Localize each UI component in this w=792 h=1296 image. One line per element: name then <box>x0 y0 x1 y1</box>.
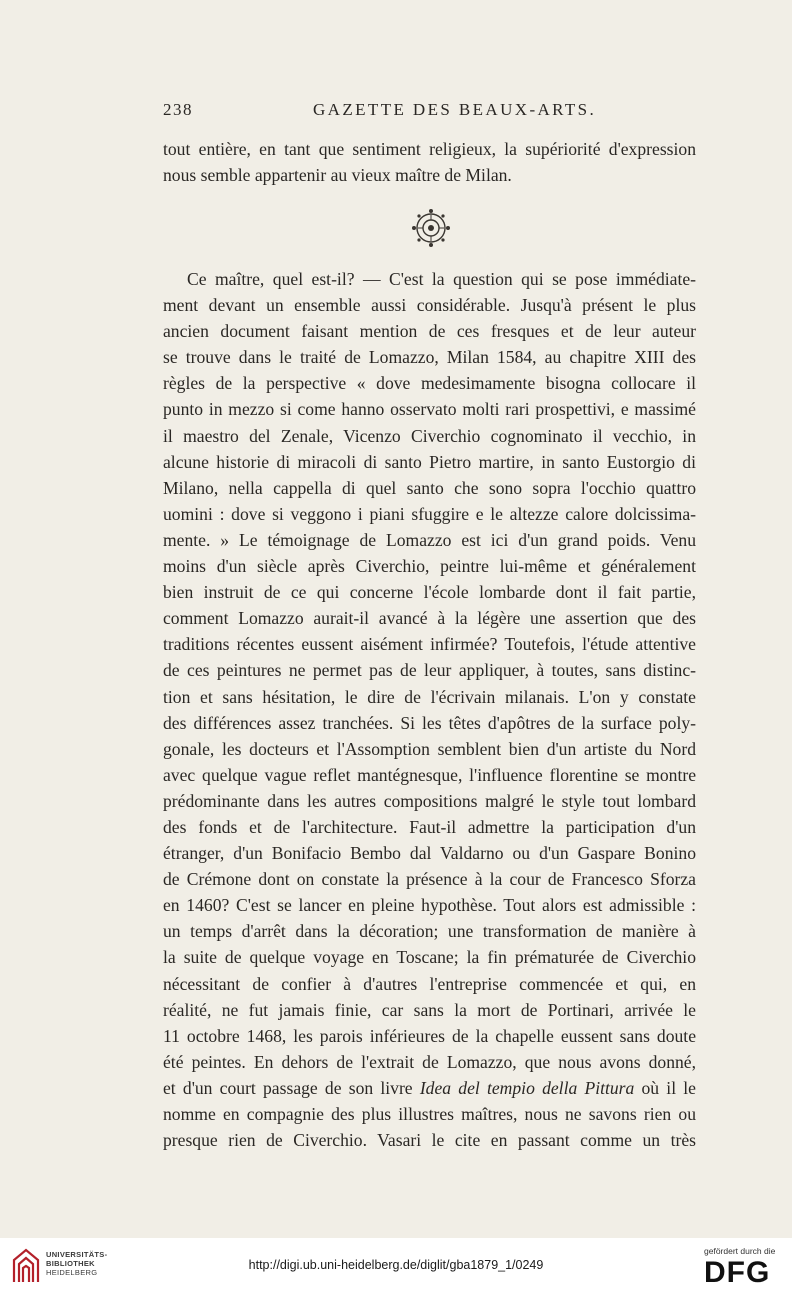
viewer-footer <box>0 1238 792 1296</box>
text-line: punto in mezzo si come hanno osservato molti rari prospettivi, e massimé <box>163 399 696 420</box>
text-line: en 1460? C'est se lancer en pleine hypothèse. Tout alors est admissible : <box>163 895 696 916</box>
text-line: gonale, les docteurs et l'Assomption semblent bien d'un artiste du Nord <box>163 738 696 759</box>
text-line: tion et sans hésitation, le dire de l'écrivain milanais. L'on y constate <box>163 686 696 707</box>
text-line: traditions récentes eussent aisément infirmée? Toutefois, l'étude attentive <box>163 634 696 655</box>
text-line: bien instruit de ce qui concerne l'école lombarde dont il fait partie, <box>163 582 696 603</box>
text-line: des fonds et de l'architecture. Faut-il admettre la participation d'un <box>163 816 696 837</box>
text-line: prédominante dans les autres compositions malgré le style tout lombard <box>163 790 696 811</box>
text-line: des différences assez tranchées. Si les têtes d'apôtres de la surface poly- <box>163 712 696 733</box>
ornament-icon <box>411 206 451 250</box>
text-line: il maestro del Zenale, Vicenzo Civerchio cognominato il vecchio, in <box>163 425 696 446</box>
text-line: nous semble appartenir au vieux maître de Milan. <box>163 165 512 186</box>
text-line: de ces peintures ne permet pas de leur appliquer, à toutes, sans distinc- <box>163 660 696 681</box>
text-line: tout entière, en tant que sentiment religieux, la supériorité d'expression <box>163 139 696 159</box>
text-line: avec quelque vague reflet mantégnesque, l'influence florentine se montre <box>163 764 696 785</box>
text-line: alcune historie di miracoli di santo Pietro martire, in santo Eustorgio di <box>163 451 696 472</box>
text-line: uomini : dove si veggono i piani sfuggire e le altezze calore dolcissima- <box>163 503 696 524</box>
page-number: 238 <box>163 100 193 119</box>
text-line: un temps d'arrêt dans la décoration; une transformation de manière à <box>163 921 696 942</box>
text-line: ancien document faisant mention de ces fresques et de leur auteur <box>163 321 696 342</box>
text-line: de Crémone dont on constate la présence à la cour de Francesco Sforza <box>163 869 696 890</box>
text-line: moins d'un siècle après Civerchio, peintre lui-même et généralement <box>163 556 696 577</box>
text-line: comment Lomazzo aurait-il avancé à la légère une assertion que des <box>163 608 696 629</box>
paragraph-2 <box>163 266 696 1153</box>
text-line: la suite de quelque voyage en Toscane; la fin prématurée de Civerchio <box>163 947 696 968</box>
text-line: se trouve dans le traité de Lomazzo, Milan 1584, au chapitre XIII des <box>163 347 696 368</box>
text-line: Ce maître, quel est-il? — C'est la question qui se pose immédiate- <box>187 269 696 289</box>
text-line: ment devant un ensemble aussi considérable. Jusqu'à présent le plus <box>163 295 696 316</box>
text-line: Milano, nella cappella di quel santo che sono sopra l'occhio quattro <box>163 477 696 498</box>
text-line: 11 octobre 1468, les parois inférieures de la chapelle eussent sans doute <box>163 1025 696 1046</box>
text-line: nécessitant de confier à d'autres l'entreprise commencée et qui, en <box>163 973 696 994</box>
paragraph-1 <box>163 136 696 188</box>
dfg-logo[interactable]: DFG <box>704 1256 771 1289</box>
permalink-url[interactable]: http://digi.ub.uni-heidelberg.de/diglit/gba1879_1/0249 <box>248 1258 544 1272</box>
text-line: règles de la perspective « dove medesimamente bisogna collocare il <box>163 373 696 394</box>
page-header <box>163 100 696 126</box>
text-line: mente. » Le témoignage de Lomazzo est ici d'un grand poids. Venu <box>163 529 696 550</box>
text-line: réalité, ne fut jamais finie, car sans la mort de Portinari, arrivée le <box>163 999 696 1020</box>
running-title: GAZETTE DES BEAUX-ARTS. <box>313 100 597 119</box>
text-line: presque rien de Civerchio. Vasari le cite en passant comme un très <box>163 1130 696 1151</box>
funded-by-label: gefördert durch die <box>704 1246 776 1256</box>
text-line: été peintes. En dehors de l'extrait de Lomazzo, que nous avons donné, <box>163 1051 696 1072</box>
university-name: UNIVERSITÄTS- BIBLIOTHEK HEIDELBERG <box>46 1250 108 1277</box>
text-segment: et d'un court passage de son livre <box>163 1077 413 1098</box>
text-line-with-italic <box>163 1075 696 1101</box>
text-line: étranger, d'un Bonifacio Bembo dal Valdarno ou d'un Gaspare Bonino <box>163 843 696 864</box>
text-line: nomme en compagnie des plus illustres maîtres, nous ne savons rien ou <box>163 1104 696 1124</box>
text-segment: où il le <box>634 1077 696 1098</box>
book-title: Idea del tempio della Pittura <box>419 1077 635 1098</box>
